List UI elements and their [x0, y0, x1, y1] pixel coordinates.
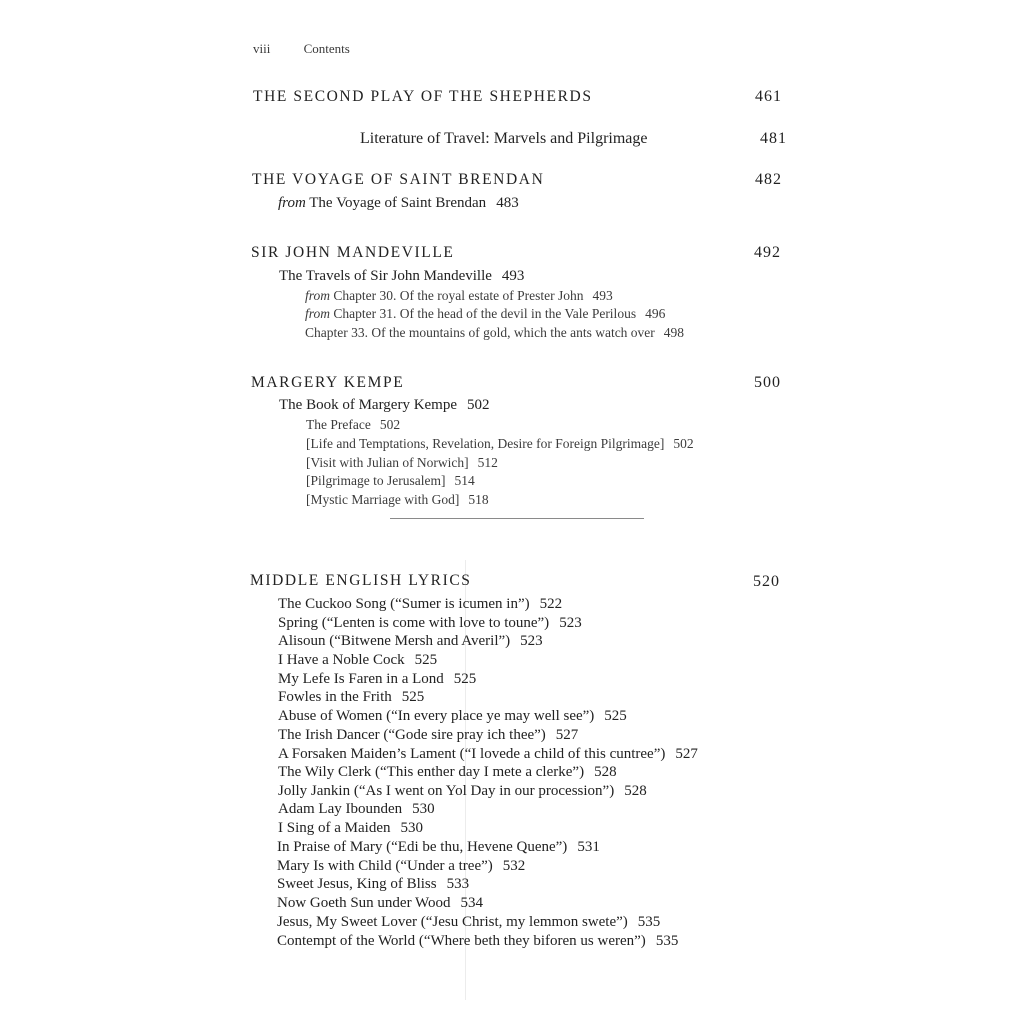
- lyric-page: 528: [624, 783, 647, 799]
- work-title: The Voyage of Saint Brendan: [309, 195, 487, 211]
- lyric-page: 523: [520, 633, 543, 649]
- lyric-title: Contempt of the World (“Where beth they biforen us weren”): [277, 933, 646, 949]
- chapter-page: 514: [454, 473, 475, 488]
- section-title-kempe: MARGERY KEMPE: [251, 374, 405, 391]
- chapter-entry: [306, 436, 694, 452]
- work-entry-kempe: [279, 397, 490, 414]
- section-divider: [390, 518, 644, 519]
- section-page-lyrics: 520: [753, 573, 780, 590]
- chapter-page: 502: [673, 436, 694, 451]
- lyric-title: The Wily Clerk (“This enther day I mete a clerke”): [278, 764, 585, 780]
- chapter-page: 502: [379, 417, 401, 432]
- work-entry-brendan: [278, 195, 519, 212]
- chapter-entry: [306, 417, 400, 433]
- chapter-title: Chapter 31. Of the head of the devil in the Vale Perilous: [333, 306, 637, 321]
- chapter-entry: [305, 325, 684, 341]
- lyric-title: The Cuckoo Song (“Sumer is icumen in”): [278, 596, 530, 612]
- chapter-entry: [305, 288, 613, 304]
- work-title: The Book of Margery Kempe: [279, 397, 458, 413]
- from-label: from: [305, 306, 331, 321]
- lyric-entry: [278, 689, 424, 706]
- chapter-title: Chapter 30. Of the royal estate of Prester John: [333, 288, 584, 303]
- part-page-travel: 481: [760, 130, 787, 147]
- lyric-title: Fowles in the Frith: [278, 689, 392, 705]
- chapter-page: 496: [645, 306, 666, 321]
- section-title-brendan: THE VOYAGE OF SAINT BRENDAN: [252, 171, 545, 188]
- lyric-entry: [278, 727, 578, 744]
- section-page-second-play: 461: [755, 88, 782, 105]
- lyric-title: In Praise of Mary (“Edi be thu, Hevene Quene”): [277, 839, 568, 855]
- work-page: 502: [467, 397, 490, 413]
- lyric-page: 534: [460, 895, 484, 911]
- lyric-page: 525: [453, 671, 477, 687]
- lyric-page: 525: [414, 652, 438, 668]
- lyric-page: 531: [577, 839, 600, 855]
- lyric-title: Mary Is with Child (“Under a tree”): [277, 858, 493, 874]
- lyric-page: 535: [637, 914, 661, 930]
- section-title-lyrics: MIDDLE ENGLISH LYRICS: [250, 572, 472, 589]
- lyric-entry: [277, 839, 600, 856]
- lyric-entry: [278, 671, 476, 688]
- lyric-page: 530: [412, 801, 435, 817]
- section-page-brendan: 482: [755, 171, 782, 188]
- chapter-title: [Life and Temptations, Revelation, Desire for Foreign Pilgrimage]: [306, 436, 665, 451]
- chapter-page: 518: [468, 492, 489, 507]
- lyric-page: 522: [539, 596, 563, 612]
- lyric-title: I Sing of a Maiden: [278, 820, 391, 836]
- lyric-page: 535: [655, 933, 679, 949]
- lyric-entry: [277, 876, 469, 893]
- lyric-entry: [277, 858, 525, 875]
- lyric-title: A Forsaken Maiden’s Lament (“I lovede a child of this cuntree”): [278, 746, 666, 762]
- chapter-entry: [305, 306, 665, 322]
- lyric-title: Now Goeth Sun under Wood: [277, 895, 451, 911]
- lyric-entry: [278, 820, 423, 837]
- lyric-title: Alisoun (“Bitwene Mersh and Averil”): [278, 633, 511, 649]
- lyric-entry: [278, 764, 617, 781]
- lyric-entry: [278, 708, 627, 725]
- lyric-page: 528: [594, 764, 617, 780]
- lyric-entry: [278, 615, 582, 632]
- work-title: The Travels of Sir John Mandeville: [279, 268, 492, 284]
- work-page: 483: [496, 195, 519, 211]
- work-entry-mandeville: [279, 268, 524, 285]
- chapter-page: 512: [477, 455, 498, 470]
- lyric-entry: [277, 933, 678, 950]
- chapter-page: 493: [592, 288, 613, 303]
- section-title-second-play: THE SECOND PLAY OF THE SHEPHERDS: [253, 88, 593, 105]
- chapter-title: [Visit with Julian of Norwich]: [306, 455, 469, 470]
- lyric-page: 523: [559, 615, 582, 631]
- lyric-entry: [277, 914, 660, 931]
- lyric-title: I Have a Noble Cock: [278, 652, 405, 668]
- lyric-entry: [278, 596, 562, 613]
- chapter-title: [Pilgrimage to Jerusalem]: [306, 473, 446, 488]
- chapter-title: The Preface: [306, 417, 371, 432]
- chapter-entry: [306, 492, 489, 508]
- lyric-title: My Lefe Is Faren in a Lond: [278, 671, 444, 687]
- lyric-page: 525: [604, 708, 627, 724]
- lyric-page: 532: [502, 858, 526, 874]
- chapter-title: Chapter 33. Of the mountains of gold, which the ants watch over: [305, 325, 655, 340]
- lyric-title: The Irish Dancer (“Gode sire pray ich thee”): [278, 727, 546, 743]
- lyric-title: Sweet Jesus, King of Bliss: [277, 876, 437, 892]
- from-label: from: [305, 288, 331, 303]
- lyric-entry: [277, 895, 483, 912]
- lyric-title: Adam Lay Ibounden: [278, 801, 403, 817]
- chapter-page: 498: [663, 325, 685, 340]
- chapter-entry: [306, 455, 498, 471]
- chapter-title: [Mystic Marriage with God]: [306, 492, 460, 507]
- section-page-kempe: 500: [754, 374, 781, 391]
- lyric-title: Jolly Jankin (“As I went on Yol Day in our procession”): [278, 783, 615, 799]
- part-title-travel: Literature of Travel: Marvels and Pilgrimage: [360, 130, 648, 147]
- lyric-entry: [278, 783, 647, 800]
- running-title: Contents: [303, 41, 350, 56]
- lyric-entry: [278, 801, 435, 818]
- lyric-page: 527: [555, 727, 579, 743]
- running-head: [253, 41, 350, 57]
- lyric-title: Spring (“Lenten is come with love to toune”): [278, 615, 550, 631]
- lyric-title: Abuse of Women (“In every place ye may well see”): [278, 708, 595, 724]
- page-numeral: viii: [253, 41, 271, 56]
- work-page: 493: [501, 268, 525, 284]
- section-page-mandeville: 492: [754, 244, 781, 261]
- lyric-page: 530: [400, 820, 423, 836]
- lyric-page: 533: [446, 876, 470, 892]
- lyric-title: Jesus, My Sweet Lover (“Jesu Christ, my lemmon swete”): [277, 914, 628, 930]
- lyric-entry: [278, 652, 437, 669]
- section-title-mandeville: SIR JOHN MANDEVILLE: [251, 244, 455, 261]
- chapter-entry: [306, 473, 475, 489]
- lyric-entry: [278, 633, 543, 650]
- lyric-page: 525: [401, 689, 425, 705]
- lyric-page: 527: [675, 746, 698, 762]
- from-label: from: [278, 195, 306, 211]
- lyric-entry: [278, 746, 698, 763]
